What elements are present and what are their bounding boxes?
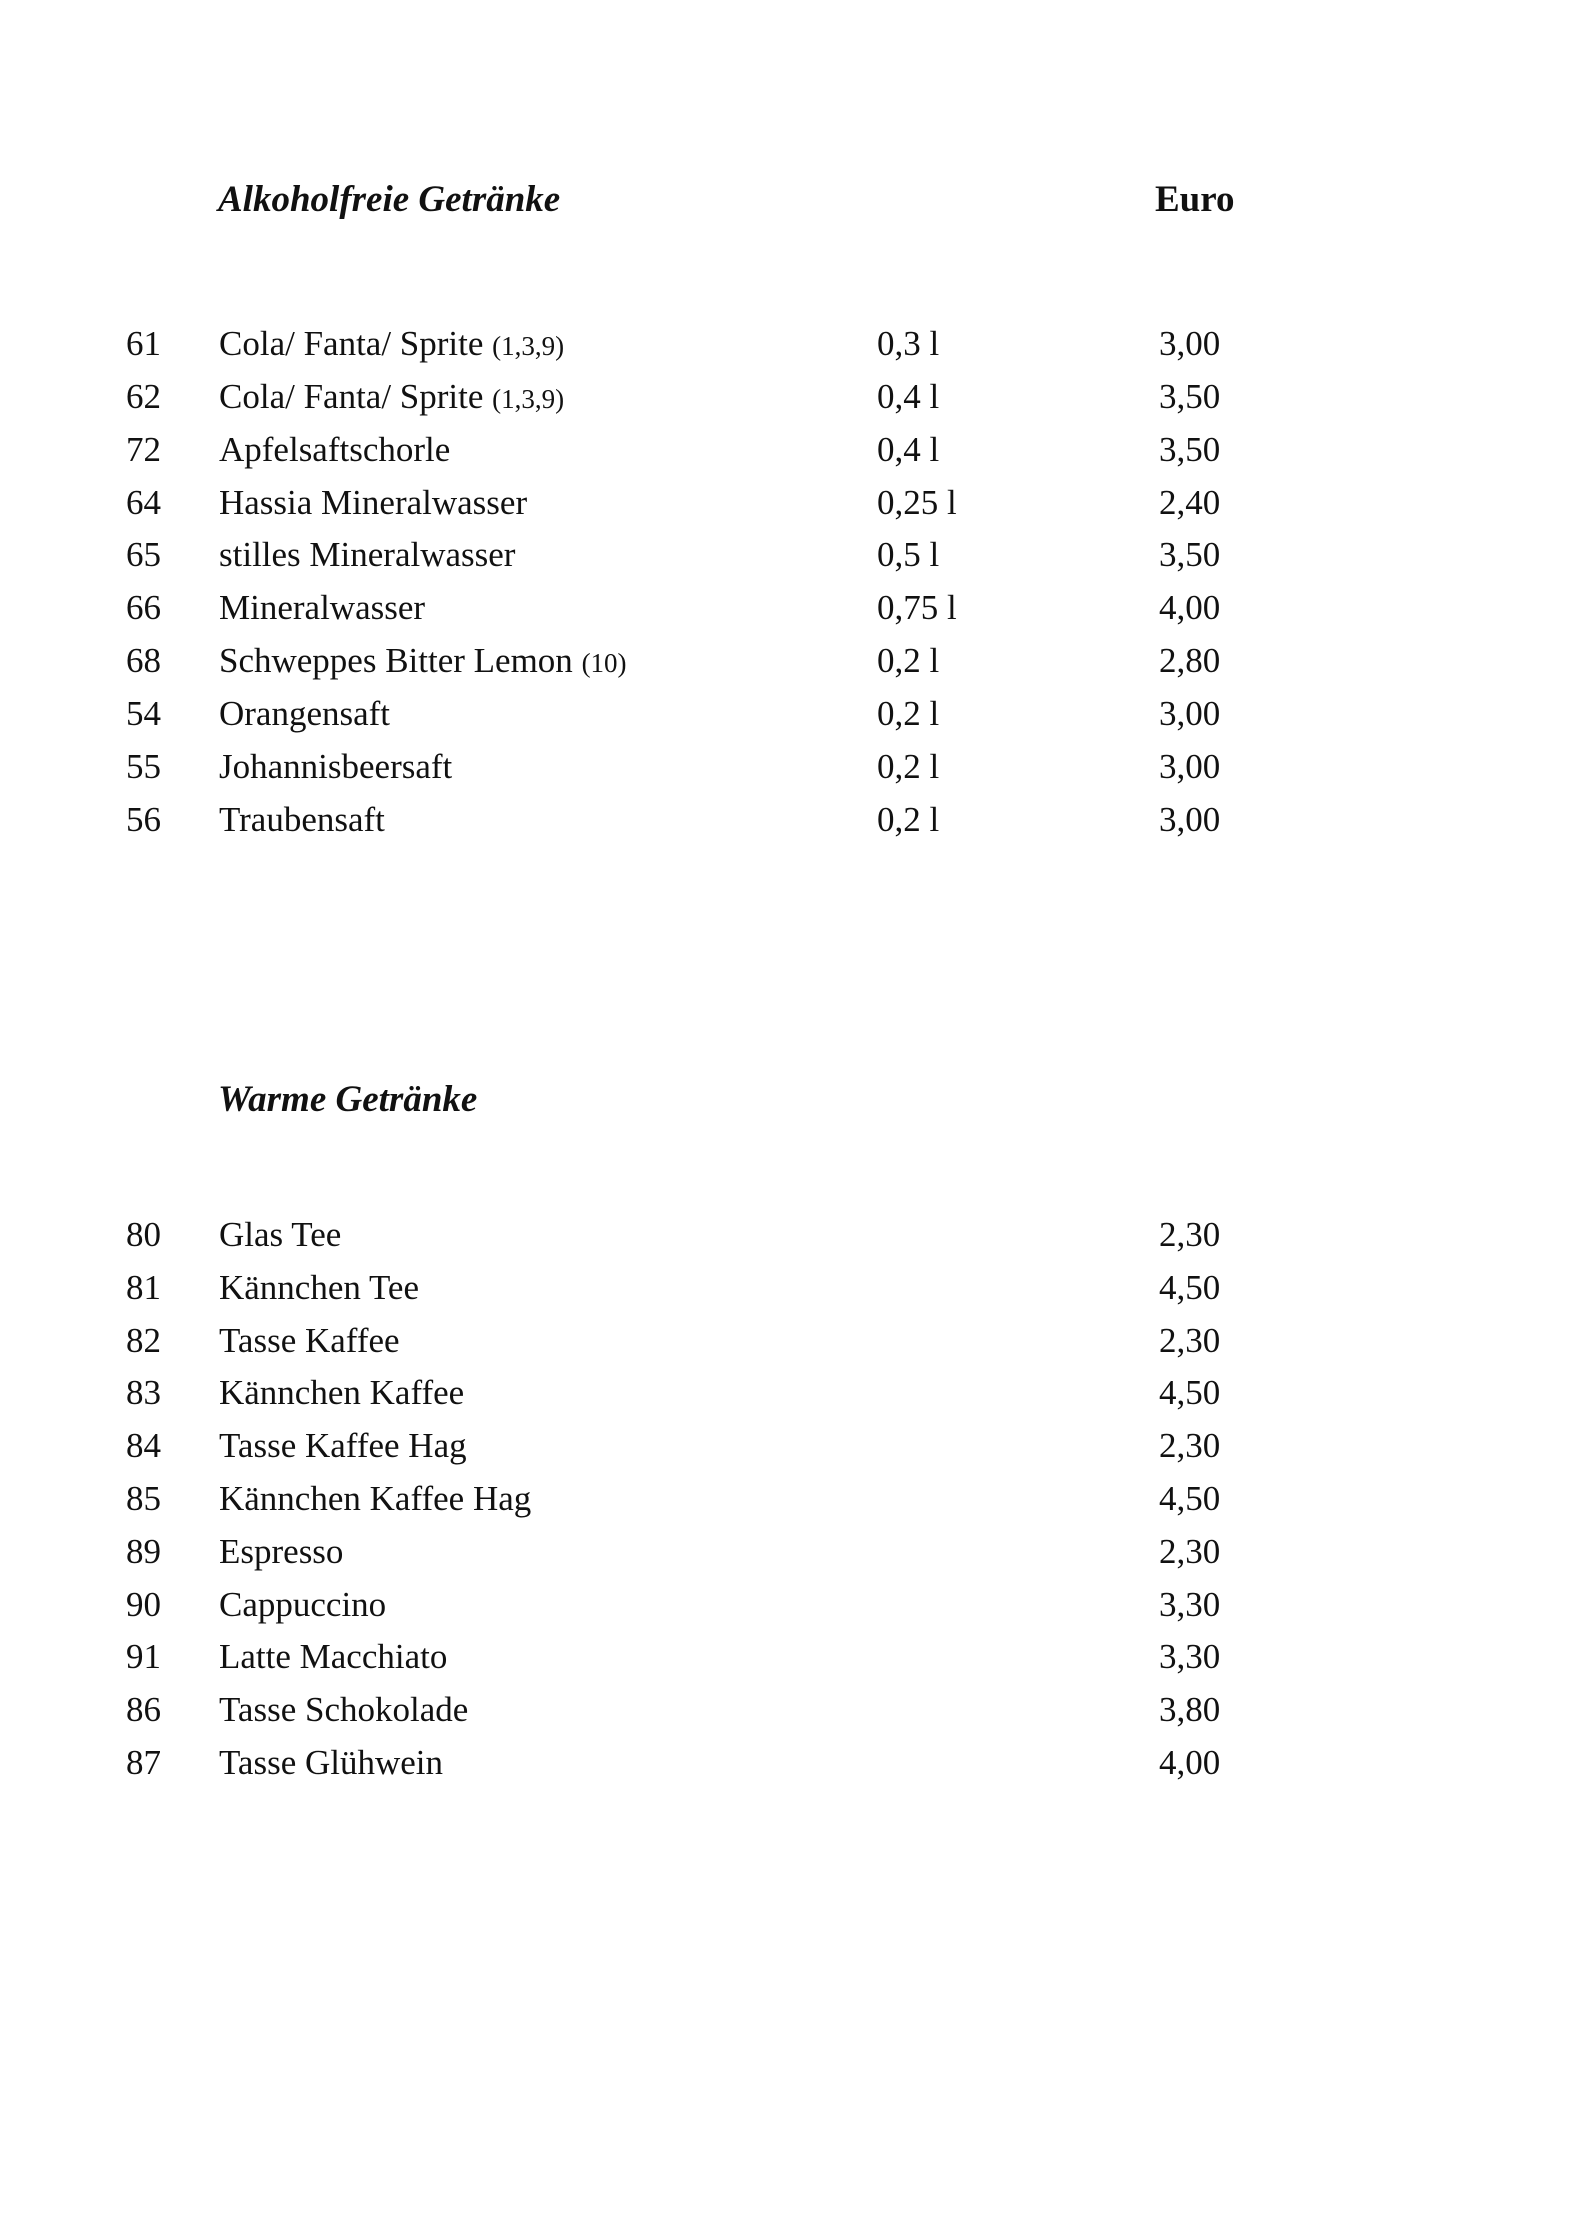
- menu-item: [0, 1479, 1570, 1531]
- item-name: Johannisbeersaft: [219, 747, 453, 786]
- item-number: 80: [126, 1215, 161, 1254]
- item-name: Tasse Kaffee: [219, 1321, 400, 1360]
- item-number: 72: [126, 430, 161, 469]
- item-name: Mineralwasser: [219, 588, 426, 627]
- item-name: Tasse Schokolade: [219, 1690, 469, 1729]
- menu-item: [0, 1743, 1570, 1795]
- item-number: 64: [126, 483, 161, 522]
- item-volume: 0,75 l: [877, 588, 957, 627]
- item-price: 2,30: [1159, 1426, 1221, 1465]
- item-price: 3,00: [1159, 800, 1221, 839]
- item-number: 56: [126, 800, 161, 839]
- item-number: 65: [126, 535, 161, 574]
- menu-item: [0, 588, 1570, 640]
- item-name: Kännchen Tee: [219, 1268, 420, 1307]
- menu-item: [0, 1268, 1570, 1320]
- item-price: 3,80: [1159, 1690, 1221, 1729]
- menu-item: [0, 1215, 1570, 1267]
- item-price: 4,00: [1159, 588, 1221, 627]
- menu-item: [0, 483, 1570, 535]
- item-name: Kännchen Kaffee Hag: [219, 1479, 532, 1518]
- item-price: 3,30: [1159, 1637, 1221, 1676]
- item-price: 3,50: [1159, 377, 1221, 416]
- menu-item: [0, 324, 1570, 376]
- item-price: 4,50: [1159, 1268, 1221, 1307]
- menu-item: [0, 1426, 1570, 1478]
- section-title: Warme Getränke: [218, 1079, 478, 1120]
- item-name: [219, 324, 564, 364]
- menu-item: [0, 694, 1570, 746]
- menu-item: [0, 800, 1570, 852]
- item-number: 82: [126, 1321, 161, 1360]
- item-volume: 0,4 l: [877, 430, 940, 469]
- item-volume: 0,4 l: [877, 377, 940, 416]
- menu-item: [0, 1585, 1570, 1637]
- allergen-note: (10): [581, 648, 627, 678]
- item-name: Cappuccino: [219, 1585, 387, 1624]
- allergen-note: (1,3,9): [492, 331, 565, 361]
- item-name: Traubensaft: [219, 800, 385, 839]
- item-name: Hassia Mineralwasser: [219, 483, 528, 522]
- item-price: 3,00: [1159, 694, 1221, 733]
- item-price: 2,30: [1159, 1321, 1221, 1360]
- item-name: Tasse Kaffee Hag: [219, 1426, 467, 1465]
- item-number: 85: [126, 1479, 161, 1518]
- item-number: 55: [126, 747, 161, 786]
- item-price: 4,50: [1159, 1373, 1221, 1412]
- item-number: 91: [126, 1637, 161, 1676]
- item-name: [219, 641, 627, 681]
- item-price: 3,00: [1159, 324, 1221, 363]
- item-number: 84: [126, 1426, 161, 1465]
- item-number: 81: [126, 1268, 161, 1307]
- item-number: 61: [126, 324, 161, 363]
- item-volume: 0,25 l: [877, 483, 957, 522]
- menu-item: [0, 535, 1570, 587]
- item-name-text: Cola/ Fanta/ Sprite: [219, 377, 484, 416]
- item-name: Espresso: [219, 1532, 344, 1571]
- menu-item: [0, 1321, 1570, 1373]
- item-number: 87: [126, 1743, 161, 1782]
- item-name: stilles Mineralwasser: [219, 535, 516, 574]
- item-price: 4,50: [1159, 1479, 1221, 1518]
- allergen-note: (1,3,9): [492, 384, 565, 414]
- currency-header: Euro: [1155, 179, 1235, 220]
- menu-item: [0, 430, 1570, 482]
- item-number: 68: [126, 641, 161, 680]
- menu-item: [0, 641, 1570, 693]
- item-number: 86: [126, 1690, 161, 1729]
- menu-item: [0, 1373, 1570, 1425]
- item-number: 89: [126, 1532, 161, 1571]
- item-number: 66: [126, 588, 161, 627]
- item-price: 3,50: [1159, 430, 1221, 469]
- item-price: 3,00: [1159, 747, 1221, 786]
- item-volume: 0,2 l: [877, 641, 940, 680]
- item-name: Orangensaft: [219, 694, 391, 733]
- menu-item: [0, 1690, 1570, 1742]
- item-volume: 0,2 l: [877, 747, 940, 786]
- item-volume: 0,2 l: [877, 800, 940, 839]
- item-volume: 0,3 l: [877, 324, 940, 363]
- item-price: 4,00: [1159, 1743, 1221, 1782]
- item-name: Tasse Glühwein: [219, 1743, 444, 1782]
- item-price: 3,50: [1159, 535, 1221, 574]
- item-name: Latte Macchiato: [219, 1637, 448, 1676]
- item-name-text: Schweppes Bitter Lemon: [219, 641, 573, 680]
- menu-item: [0, 377, 1570, 429]
- item-number: 62: [126, 377, 161, 416]
- item-name: Apfelsaftschorle: [219, 430, 451, 469]
- item-price: 2,80: [1159, 641, 1221, 680]
- item-name-text: Cola/ Fanta/ Sprite: [219, 324, 484, 363]
- section-title: Alkoholfreie Getränke: [218, 179, 561, 220]
- menu-item: [0, 1637, 1570, 1689]
- item-volume: 0,5 l: [877, 535, 940, 574]
- item-price: 2,40: [1159, 483, 1221, 522]
- item-name: [219, 377, 564, 417]
- item-number: 83: [126, 1373, 161, 1412]
- item-name: Kännchen Kaffee: [219, 1373, 465, 1412]
- menu-item: [0, 747, 1570, 799]
- menu-item: [0, 1532, 1570, 1584]
- item-number: 54: [126, 694, 161, 733]
- item-name: Glas Tee: [219, 1215, 342, 1254]
- item-price: 3,30: [1159, 1585, 1221, 1624]
- item-price: 2,30: [1159, 1215, 1221, 1254]
- item-price: 2,30: [1159, 1532, 1221, 1571]
- item-volume: 0,2 l: [877, 694, 940, 733]
- item-number: 90: [126, 1585, 161, 1624]
